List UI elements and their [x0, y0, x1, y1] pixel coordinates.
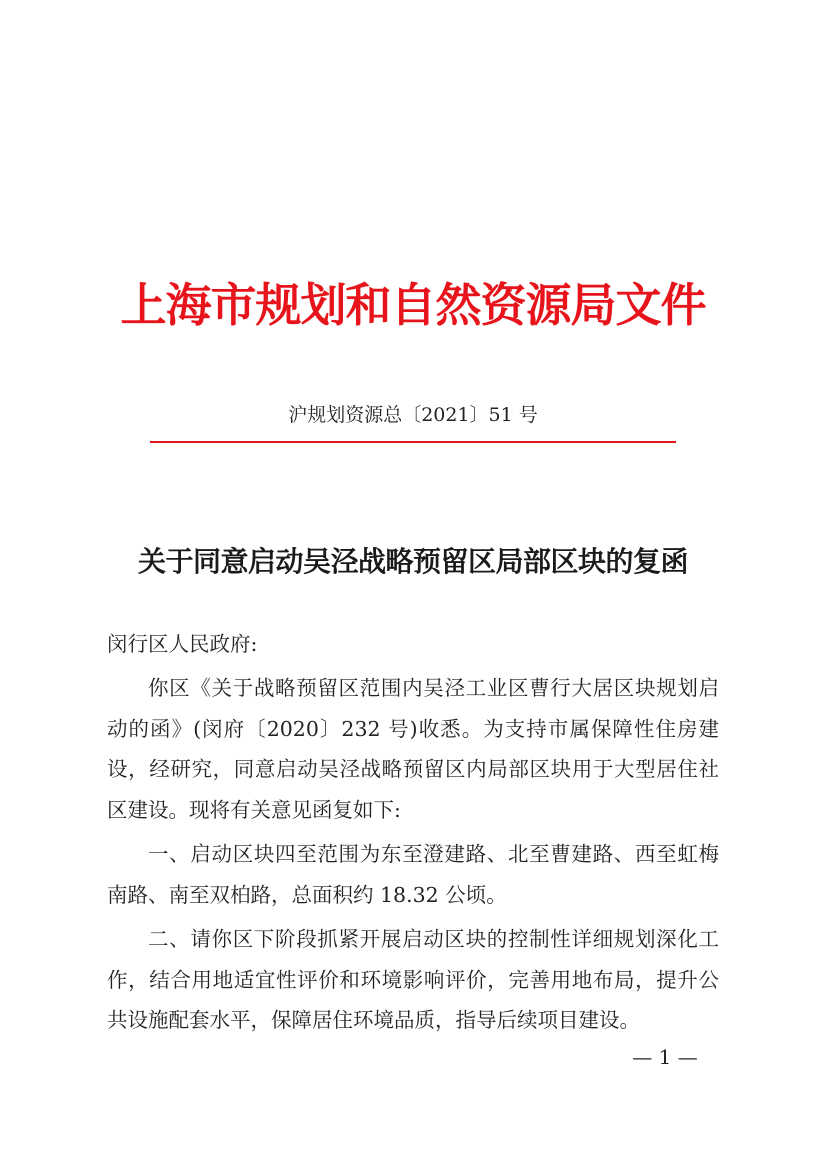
document-number: 沪规划资源总〔2021〕51 号 [288, 404, 538, 426]
letter-body [107, 668, 719, 1045]
salutation: 闵行区人民政府: [107, 632, 258, 656]
body-paragraph: 一、启动区块四至范围为东至澄建路、北至曹建路、西至虹梅南路、南至双柏路，总面积约 18.32 公顷。 [107, 842, 719, 907]
page-number: — 1 — [632, 1045, 698, 1069]
body-paragraph: 二、请你区下阶段抓紧开展启动区块的控制性详细规划深化工作，结合用地适宜性评价和环境影响评价，完善用地布局，提升公共设施配套水平，保障居住环境品质，指导后续项目建设。 [107, 927, 719, 1032]
red-divider-line [150, 441, 676, 443]
body-paragraph: 你区《关于战略预留区范围内吴泾工业区曹行大居区块规划启动的函》(闵府〔2020〕232 号)收悉。为支持市属保障性住房建设，经研究，同意启动吴泾战略预留区内局部区块用于大型居住社区建设。现将有关意见函复如下: [107, 676, 719, 822]
issuer-title: 上海市规划和自然资源局文件 [120, 278, 706, 332]
letter-title: 关于同意启动吴泾战略预留区局部区块的复函 [137, 545, 688, 578]
